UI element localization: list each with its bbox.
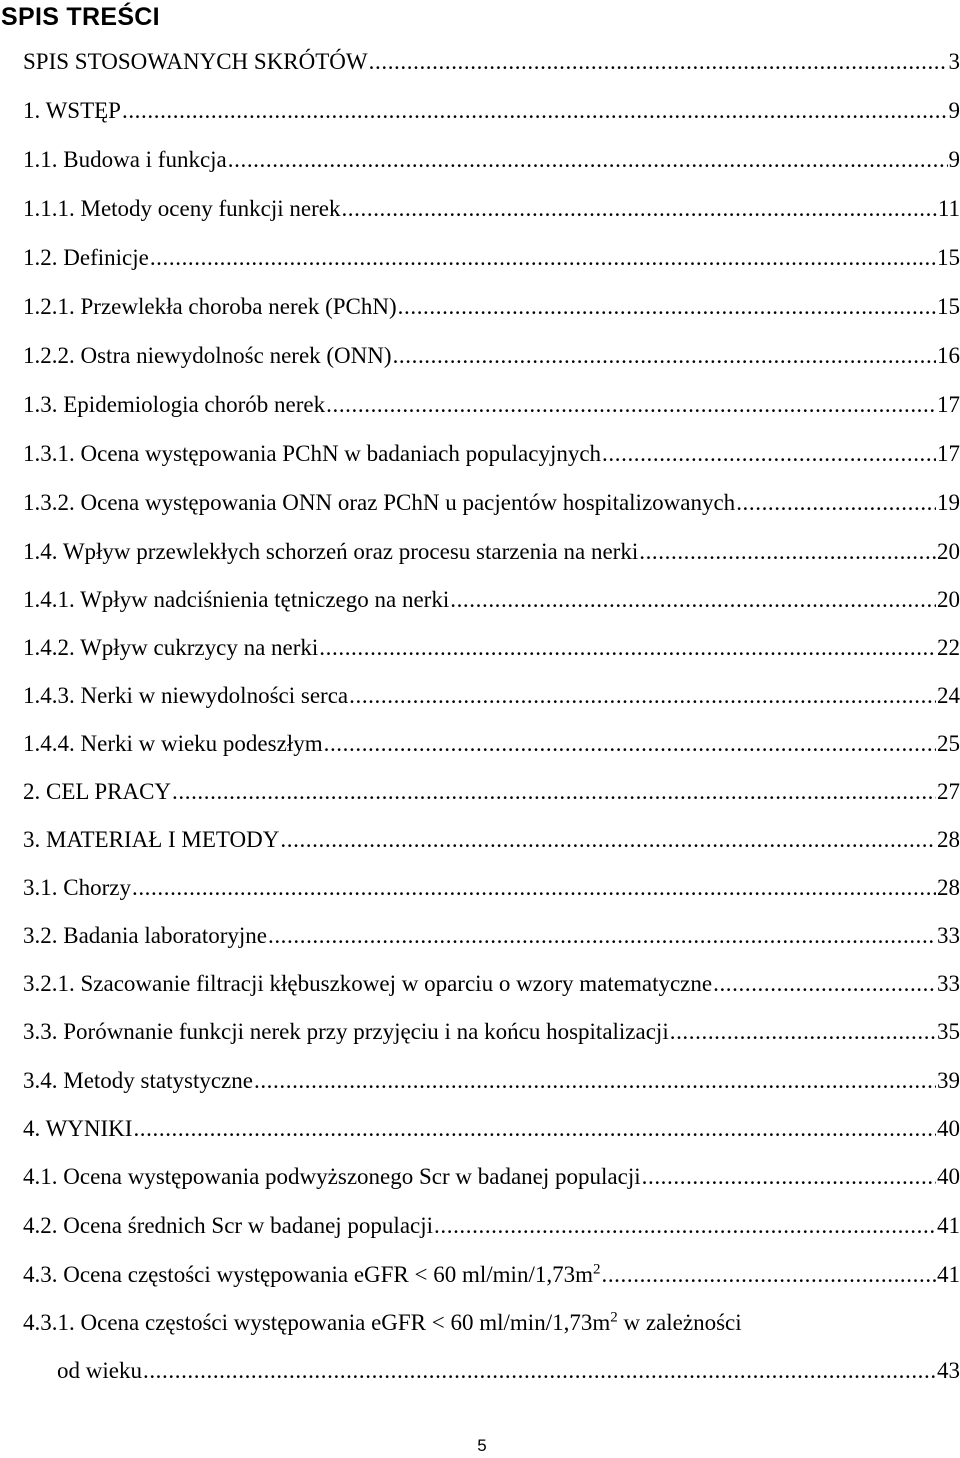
toc-entry-page: 17 bbox=[937, 392, 960, 417]
dot-leader bbox=[713, 969, 936, 999]
dot-leader bbox=[172, 777, 936, 807]
toc-entry-title: 3.2. Badania laboratoryjne bbox=[23, 923, 267, 948]
toc-entry-page: 43 bbox=[937, 1358, 960, 1383]
toc-entry-page: 28 bbox=[937, 827, 960, 852]
toc-entry-page: 35 bbox=[937, 1019, 960, 1044]
toc-entry-title: 3.4. Metody statystyczne bbox=[23, 1068, 253, 1093]
toc-entry-page: 33 bbox=[937, 971, 960, 996]
toc-entry-title: 1.4.3. Nerki w niewydolności serca bbox=[23, 683, 349, 708]
toc-entry-title: 3. MATERIAŁ I METODY bbox=[23, 827, 280, 852]
toc-entry-page: 40 bbox=[937, 1116, 960, 1141]
toc-entry[interactable] bbox=[23, 488, 960, 518]
dot-leader bbox=[228, 145, 948, 175]
toc-entry-title-main: 4.3.1. Ocena częstości występowania eGFR < 60 ml/min/1,73m bbox=[23, 1310, 611, 1335]
dot-leader bbox=[341, 194, 936, 224]
toc-entry-title: 1.4.4. Nerki w wieku podeszłym bbox=[23, 731, 323, 756]
toc-entry-title: 1.4.2. Wpływ cukrzycy na nerki bbox=[23, 635, 319, 660]
toc-entry-title: 1.3.2. Ocena występowania ONN oraz PChN u pacjentów hospitalizowanych bbox=[23, 490, 736, 515]
dot-leader bbox=[670, 1017, 936, 1047]
page-number-footer: 5 bbox=[477, 1436, 487, 1455]
dot-leader bbox=[434, 1211, 936, 1241]
toc-entry-continuation[interactable] bbox=[57, 1356, 960, 1386]
toc-entry[interactable] bbox=[23, 96, 960, 126]
toc-entry-page: 15 bbox=[937, 294, 960, 319]
toc-entry-title: 4.2. Ocena średnich Scr w badanej populacji bbox=[23, 1213, 434, 1238]
toc-entry-title: 1.4. Wpływ przewlekłych schorzeń oraz procesu starzenia na nerki bbox=[23, 539, 639, 564]
toc-entry[interactable] bbox=[23, 1308, 960, 1338]
toc-entry-title: od wieku bbox=[57, 1358, 142, 1383]
toc-entry[interactable] bbox=[23, 439, 960, 469]
toc-entry-page: 20 bbox=[937, 539, 960, 564]
toc-entry[interactable] bbox=[23, 1211, 960, 1241]
toc-entry-page: 16 bbox=[937, 343, 960, 368]
toc-entry-title: 1.3. Epidemiologia chorób nerek bbox=[23, 392, 326, 417]
toc-entry-page: 27 bbox=[937, 779, 960, 804]
toc-entry-title: 3.3. Porównanie funkcji nerek przy przyjęciu i na końcu hospitalizacji bbox=[23, 1019, 669, 1044]
toc-entry-title: 1.2.1. Przewlekła choroba nerek (PChN) bbox=[23, 294, 397, 319]
toc-entry[interactable] bbox=[23, 585, 960, 615]
toc-entry[interactable] bbox=[23, 681, 960, 711]
toc-entry-title: 2. CEL PRACY bbox=[23, 779, 172, 804]
toc-entry-page: 15 bbox=[937, 245, 960, 270]
dot-leader bbox=[639, 537, 936, 567]
toc-entry-page: 41 bbox=[937, 1213, 960, 1238]
toc-entry-title bbox=[23, 1308, 960, 1338]
toc-entry-title: 3.1. Chorzy bbox=[23, 875, 131, 900]
toc-entry-title: 1.3.1. Ocena występowania PChN w badaniach populacyjnych bbox=[23, 441, 602, 466]
toc-entry[interactable] bbox=[23, 825, 960, 855]
toc-entry[interactable] bbox=[23, 47, 960, 77]
toc-entry-page: 33 bbox=[937, 923, 960, 948]
dot-leader bbox=[319, 633, 936, 663]
toc-entry-page: 25 bbox=[937, 731, 960, 756]
toc-entry[interactable] bbox=[23, 292, 960, 322]
toc-entry[interactable] bbox=[23, 729, 960, 759]
toc-entry-title: 1.1. Budowa i funkcja bbox=[23, 147, 227, 172]
toc-entry-page: 41 bbox=[937, 1262, 960, 1287]
toc-entry[interactable] bbox=[23, 1017, 960, 1047]
toc-entry-page: 39 bbox=[937, 1068, 960, 1093]
toc-entry-title-main: 4.3. Ocena częstości występowania eGFR < 60 ml/min/1,73m bbox=[23, 1262, 593, 1287]
toc-entry-title: 1.2.2. Ostra niewydolnośc nerek (ONN) bbox=[23, 343, 392, 368]
dot-leader bbox=[398, 292, 936, 322]
toc-entry-page: 11 bbox=[937, 196, 960, 221]
toc-entry[interactable] bbox=[23, 777, 960, 807]
dot-leader bbox=[280, 825, 936, 855]
dot-leader bbox=[132, 873, 936, 903]
dot-leader bbox=[254, 1066, 936, 1096]
dot-leader bbox=[122, 96, 948, 126]
toc-entry-title: 4.1. Ocena występowania podwyższonego Scr w badanej populacji bbox=[23, 1164, 641, 1189]
toc-entry-page: 17 bbox=[937, 441, 960, 466]
toc-entry[interactable] bbox=[23, 633, 960, 663]
dot-leader bbox=[450, 585, 936, 615]
toc-entry-title: SPIS STOSOWANYCH SKRÓTÓW bbox=[23, 49, 368, 74]
dot-leader bbox=[602, 439, 936, 469]
toc-entry-page: 3 bbox=[948, 49, 960, 74]
toc-entry[interactable] bbox=[23, 1260, 960, 1290]
dot-leader bbox=[133, 1114, 936, 1144]
dot-leader bbox=[393, 341, 936, 371]
toc-entry[interactable] bbox=[23, 145, 960, 175]
toc-entry[interactable] bbox=[23, 1114, 960, 1144]
toc-entry-title-continuation: w zależności bbox=[617, 1310, 742, 1335]
dot-leader bbox=[268, 921, 936, 951]
toc-entry[interactable] bbox=[23, 341, 960, 371]
toc-entry-title: 1. WSTĘP bbox=[23, 98, 121, 123]
toc-entry[interactable] bbox=[23, 1066, 960, 1096]
toc-entry-title: 3.2.1. Szacowanie filtracji kłębuszkowej w oparciu o wzory matematyczne bbox=[23, 971, 713, 996]
toc-entry[interactable] bbox=[23, 873, 960, 903]
toc-entry[interactable] bbox=[23, 921, 960, 951]
toc-entry-page: 40 bbox=[937, 1164, 960, 1189]
dot-leader bbox=[349, 681, 936, 711]
toc-entry-page: 9 bbox=[948, 147, 960, 172]
toc-entry-title bbox=[23, 1260, 600, 1290]
toc-entry-page: 19 bbox=[937, 490, 960, 515]
toc-entry-title: 1.4.1. Wpływ nadciśnienia tętniczego na nerki bbox=[23, 587, 450, 612]
toc-heading: SPIS TREŚCI bbox=[1, 3, 160, 31]
dot-leader bbox=[736, 488, 936, 518]
toc-entry-page: 9 bbox=[948, 98, 960, 123]
dot-leader bbox=[369, 47, 948, 77]
superscript-exponent: 2 bbox=[592, 1261, 601, 1278]
dot-leader bbox=[324, 729, 936, 759]
toc-entry[interactable] bbox=[23, 1162, 960, 1192]
toc-entry-title: 1.1.1. Metody oceny funkcji nerek bbox=[23, 196, 341, 221]
dot-leader bbox=[326, 390, 936, 420]
toc-entry[interactable] bbox=[23, 390, 960, 420]
toc-entry-page: 20 bbox=[937, 587, 960, 612]
toc-entry-page: 24 bbox=[937, 683, 960, 708]
dot-leader bbox=[601, 1260, 936, 1290]
toc-entry-page: 22 bbox=[937, 635, 960, 660]
toc-entry[interactable] bbox=[23, 194, 960, 224]
superscript-exponent: 2 bbox=[610, 1309, 618, 1326]
dot-leader bbox=[642, 1162, 936, 1192]
toc-entry[interactable] bbox=[23, 243, 960, 273]
dot-leader bbox=[143, 1356, 936, 1386]
toc-entry-title: 1.2. Definicje bbox=[23, 245, 149, 270]
toc-entry[interactable] bbox=[23, 537, 960, 567]
toc-entry-page: 28 bbox=[937, 875, 960, 900]
dot-leader bbox=[150, 243, 936, 273]
toc-entry[interactable] bbox=[23, 969, 960, 999]
toc-entry-title: 4. WYNIKI bbox=[23, 1116, 133, 1141]
